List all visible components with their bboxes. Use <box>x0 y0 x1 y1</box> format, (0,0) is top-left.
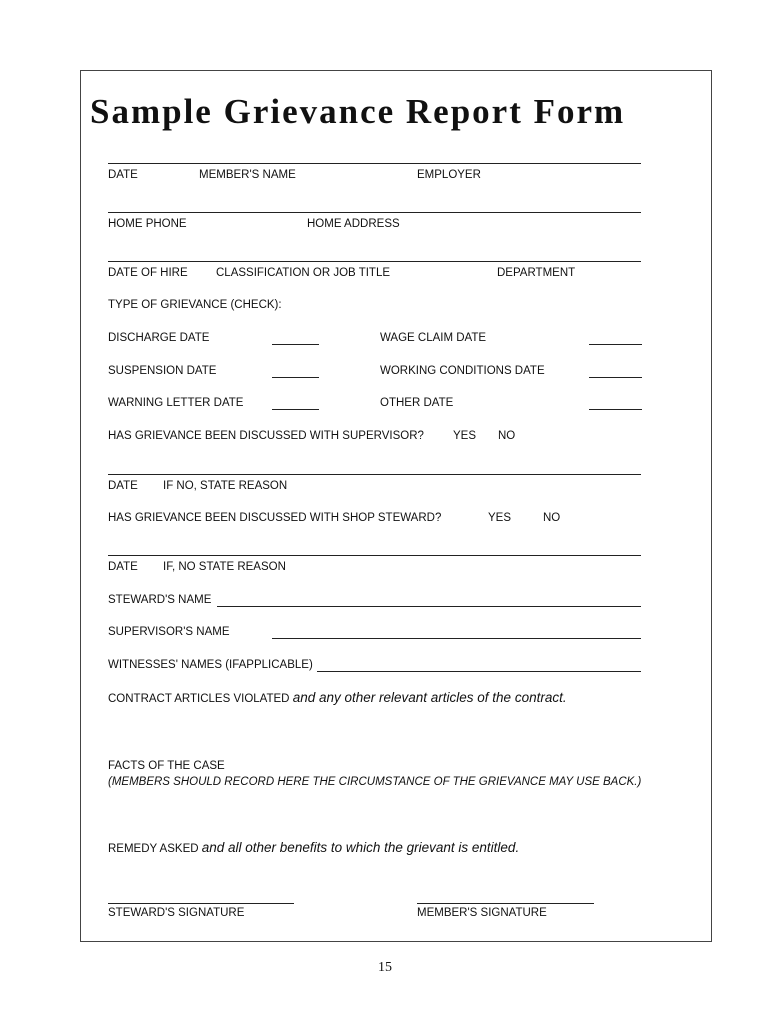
supervisor-reason-label: IF NO, STATE REASON <box>163 480 288 492</box>
member-signature-field[interactable] <box>417 903 594 904</box>
date-of-hire-label: DATE OF HIRE <box>108 267 188 279</box>
witnesses-label: WITNESSES' NAMES (IFAPPLICABLE) <box>108 659 313 671</box>
contract-articles <box>108 691 567 706</box>
steward-reason-label: IF, NO STATE REASON <box>163 561 286 573</box>
steward-reason-date-label: DATE <box>108 561 138 573</box>
remedy-asked <box>108 841 519 856</box>
other-date-label: OTHER DATE <box>380 397 454 409</box>
supervisors-name-field[interactable] <box>272 638 641 639</box>
discharge-date-field[interactable] <box>272 344 319 345</box>
page-number: 15 <box>378 960 392 975</box>
stewards-name-label: STEWARD'S NAME <box>108 594 212 606</box>
working-conditions-date-label: WORKING CONDITIONS DATE <box>380 365 545 377</box>
wage-claim-date-field[interactable] <box>589 344 642 345</box>
remedy-asked-note: and all other benefits to which the grievant is entitled. <box>201 840 520 855</box>
grievance-type-heading: TYPE OF GRIEVANCE (CHECK): <box>108 299 282 311</box>
employer-label: EMPLOYER <box>417 169 481 181</box>
row3-line[interactable] <box>108 261 641 262</box>
home-phone-label: HOME PHONE <box>108 218 187 230</box>
form-title: Sample Grievance Report Form <box>90 92 626 131</box>
home-address-label: HOME ADDRESS <box>307 218 400 230</box>
remedy-asked-label: REMEDY ASKED <box>108 843 199 855</box>
wage-claim-date-label: WAGE CLAIM DATE <box>380 332 487 344</box>
supervisor-yes-option[interactable]: YES <box>453 430 477 442</box>
witnesses-field[interactable] <box>317 671 641 672</box>
classification-label: CLASSIFICATION OR JOB TITLE <box>216 267 391 279</box>
supervisor-reason-date-label: DATE <box>108 480 138 492</box>
supervisor-no-option[interactable]: NO <box>498 430 516 442</box>
supervisor-question: HAS GRIEVANCE BEEN DISCUSSED WITH SUPERVISOR? <box>108 430 424 442</box>
supervisor-reason-line[interactable] <box>108 474 641 475</box>
row2-line[interactable] <box>108 212 641 213</box>
steward-question: HAS GRIEVANCE BEEN DISCUSSED WITH SHOP STEWARD? <box>108 512 442 524</box>
steward-reason-line[interactable] <box>108 555 641 556</box>
suspension-date-field[interactable] <box>272 377 319 378</box>
warning-letter-date-label: WARNING LETTER DATE <box>108 397 244 409</box>
member-name-label: MEMBER'S NAME <box>199 169 296 181</box>
contract-articles-note: and any other relevant articles of the contract. <box>292 690 567 705</box>
steward-no-option[interactable]: NO <box>543 512 561 524</box>
member-signature-label: MEMBER'S SIGNATURE <box>417 907 547 919</box>
stewards-name-field[interactable] <box>217 606 641 607</box>
steward-yes-option[interactable]: YES <box>488 512 512 524</box>
working-conditions-date-field[interactable] <box>589 377 642 378</box>
steward-signature-label: STEWARD'S SIGNATURE <box>108 907 245 919</box>
discharge-date-label: DISCHARGE DATE <box>108 332 210 344</box>
contract-articles-label: CONTRACT ARTICLES VIOLATED <box>108 693 290 705</box>
other-date-field[interactable] <box>589 409 642 410</box>
form-border <box>80 70 712 942</box>
facts-of-case-label: FACTS OF THE CASE <box>108 760 225 772</box>
supervisors-name-label: SUPERVISOR'S NAME <box>108 626 230 638</box>
warning-letter-date-field[interactable] <box>272 409 319 410</box>
suspension-date-label: SUSPENSION DATE <box>108 365 217 377</box>
row1-line[interactable] <box>108 163 641 164</box>
department-label: DEPARTMENT <box>497 267 576 279</box>
facts-of-case-note: (MEMBERS SHOULD RECORD HERE THE CIRCUMSTANCE OF THE GRIEVANCE MAY USE BACK.) <box>108 776 642 788</box>
date-label: DATE <box>108 169 138 181</box>
steward-signature-field[interactable] <box>108 903 294 904</box>
